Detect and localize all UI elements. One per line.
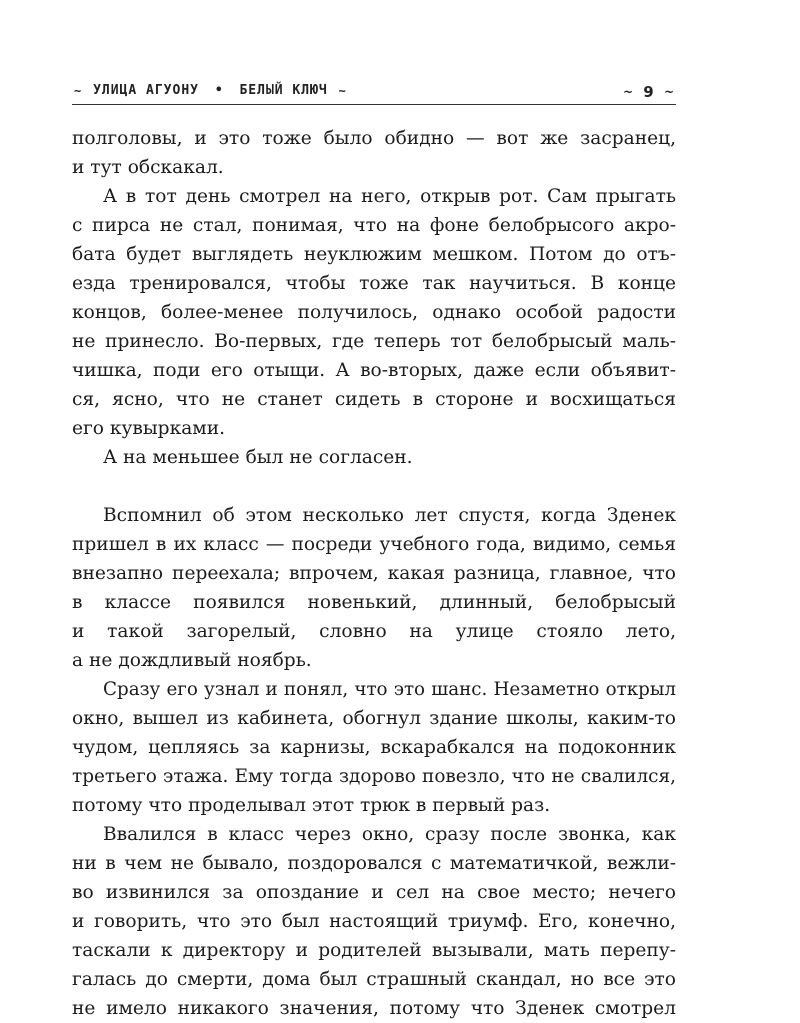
page-number-group	[621, 79, 676, 104]
text-line: третьего этажа. Ему тогда здорово повезло, что не свалился,	[72, 766, 676, 787]
text-line: и такой загорелый, словно на улице стояло лето,	[72, 621, 676, 642]
text-line: его кувырками.	[72, 418, 226, 439]
text-line: и говорить, что это был настоящий триумф. Его, конечно,	[72, 911, 676, 932]
text-line: А в тот день смотрел на него, открыв рот. Сам прыгать	[103, 186, 676, 207]
text-line: чудом, цепляясь за карнизы, вскарабкался на подоконник	[72, 737, 676, 758]
text-line: А на меньшее был не согласен.	[103, 447, 413, 468]
text-line: и тут обскакал.	[72, 157, 224, 178]
text-line: ся, ясно, что не станет сидеть в стороне и восхищаться	[72, 389, 676, 410]
section-break	[72, 472, 676, 501]
body-text	[72, 124, 676, 1023]
text-line: пришел в их класс — посреди учебного года, видимо, семья	[72, 534, 676, 555]
text-line: галась до смерти, дома был страшный скандал, но все это	[72, 969, 676, 990]
text-line: с пирса не стал, понимая, что на фоне белобрысого акро-	[72, 215, 676, 236]
text-line: Ввалился в класс через окно, сразу после звонка, как	[103, 824, 676, 845]
header-ornament-start: ~	[74, 84, 83, 98]
text-line: окно, вышел из кабинета, обогнул здание школы, каким-то	[72, 708, 676, 729]
text-line: в классе появился новенький, длинный, белобрысый	[72, 592, 676, 613]
page-ornament-end: ~	[663, 84, 674, 99]
text-line: езда тренировался, чтобы тоже так научиться. В конце	[72, 273, 676, 294]
bullet-separator: •	[214, 83, 224, 98]
text-line: концов, более-менее получилось, однако особой радости	[72, 302, 676, 323]
text-line: не принесло. Во-первых, где теперь тот белобрысый маль-	[72, 331, 676, 352]
book-title: БЕЛЫЙ КЛЮЧ	[239, 83, 328, 98]
text-line: внезапно переехала; впрочем, какая разница, главное, что	[72, 563, 676, 584]
text-line: чишка, поди его отыщи. А во-вторых, даже если объявит-	[72, 360, 676, 381]
text-line: Вспомнил об этом несколько лет спустя, когда Зденек	[103, 505, 676, 526]
text-line: потому что проделывал этот трюк в первый раз.	[72, 795, 551, 816]
header-ornament-end: ~	[338, 84, 347, 98]
text-line: а не дождливый ноябрь.	[72, 650, 312, 671]
running-title	[72, 79, 349, 104]
page-number: 9	[643, 82, 654, 101]
page-ornament-start: ~	[622, 84, 634, 99]
text-line: бата будет выглядеть неуклюжим мешком. Потом до отъ-	[72, 244, 676, 265]
text-line: во извинился за опоздание и сел на свое место; нечего	[72, 882, 676, 903]
running-header	[72, 79, 676, 103]
header-rule	[72, 104, 676, 105]
author-name: УЛИЦА АГУОНУ	[93, 83, 199, 98]
text-line: ни в чем не бывало, поздоровался с математичкой, вежли-	[72, 853, 676, 874]
text-line: полголовы, и это тоже было обидно — вот же засранец,	[72, 128, 676, 149]
text-line: не имело никакого значения, потому что Зденек смотрел	[72, 998, 676, 1019]
text-line: таскали к директору и родителей вызывали, мать перепу-	[72, 940, 676, 961]
text-line: Сразу его узнал и понял, что это шанс. Незаметно открыл	[103, 679, 676, 700]
